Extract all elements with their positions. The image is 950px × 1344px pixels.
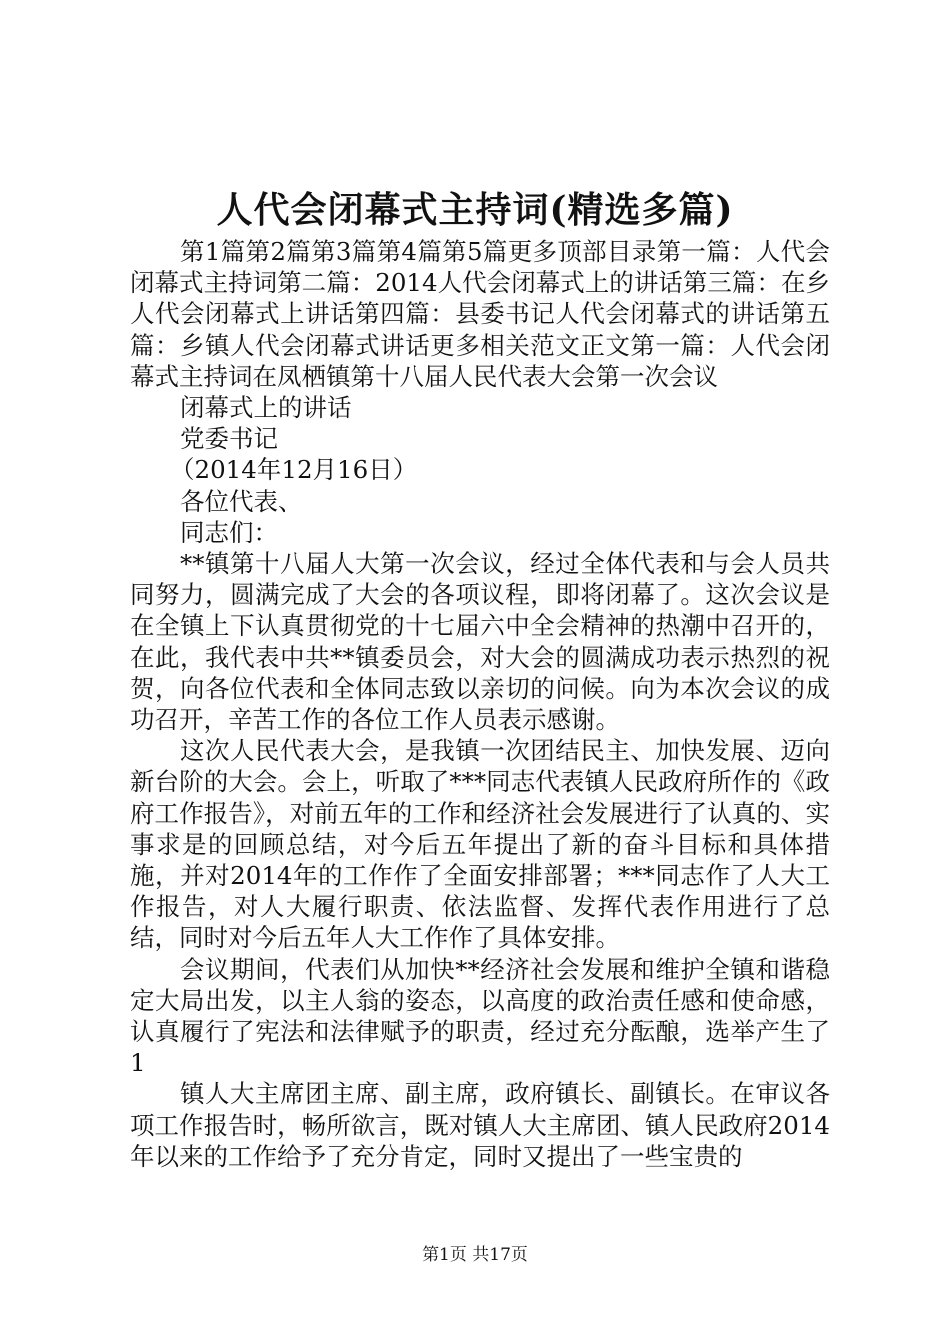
document-body	[130, 236, 830, 1172]
document-title: 人代会闭幕式主持词(精选多篇)	[216, 189, 734, 231]
body-paragraph: 镇人大主席团主席、副主席，政府镇长、副镇长。在审议各项工作报告时，畅所欲言，既对镇人大主席团、镇人民政府2014年以来的工作给予了充分肯定，同时又提出了一些宝贵的	[130, 1079, 830, 1171]
salutation-line-1: 各位代表、	[180, 486, 303, 516]
body-paragraph: 会议期间，代表们从加快**经济社会发展和维护全镇和谐稳定大局出发，以主人翁的姿态，以高度的政治责任感和使命感，认真履行了宪法和法律赋予的职责，经过充分酝酿，选举产生了1	[130, 954, 830, 1078]
speech-heading: 闭幕式上的讲话	[180, 393, 352, 423]
body-paragraph: 这次人民代表大会，是我镇一次团结民主、加快发展、迈向新台阶的大会。会上，听取了***同志代表镇人民政府所作的《政府工作报告》，对前五年的工作和经济社会发展进行了认真的、实事求是的回顾总结，对今后五年提出了新的奋斗目标和具体措施，并对2014年的工作作了全面安排部署；***同志作了人大工作报告，对人大履行职责、依法监督、发挥代表作用进行了总结，同时对今后五年人大工作作了具体安排。	[130, 736, 830, 953]
page-footer: 第1页 共17页	[422, 1245, 528, 1265]
toc-paragraph: 第1篇第2篇第3篇第4篇第5篇更多顶部目录第一篇：人代会闭幕式主持词第二篇：2014人代会闭幕式上的讲话第三篇：在乡人代会闭幕式上讲话第四篇：县委书记人代会闭幕式的讲话第五篇：乡镇人代会闭幕式讲话更多相关范文正文第一篇：人代会闭幕式主持词在凤栖镇第十八届人民代表大会第一次会议	[130, 237, 830, 391]
speech-date: （2014年12月16日）	[170, 455, 418, 485]
speaker-role: 党委书记	[180, 424, 278, 454]
body-paragraph: **镇第十八届人大第一次会议，经过全体代表和与会人员共同努力，圆满完成了大会的各项议程，即将闭幕了。这次会议是在全镇上下认真贯彻党的十七届六中全会精神的热潮中召开的，在此，我代表中共**镇委员会，对大会的圆满成功表示热烈的祝贺，向各位代表和全体同志致以亲切的问候。向为本次会议的成功召开，辛苦工作的各位工作人员表示感谢。	[130, 549, 830, 735]
salutation-line-2: 同志们：	[180, 517, 278, 547]
